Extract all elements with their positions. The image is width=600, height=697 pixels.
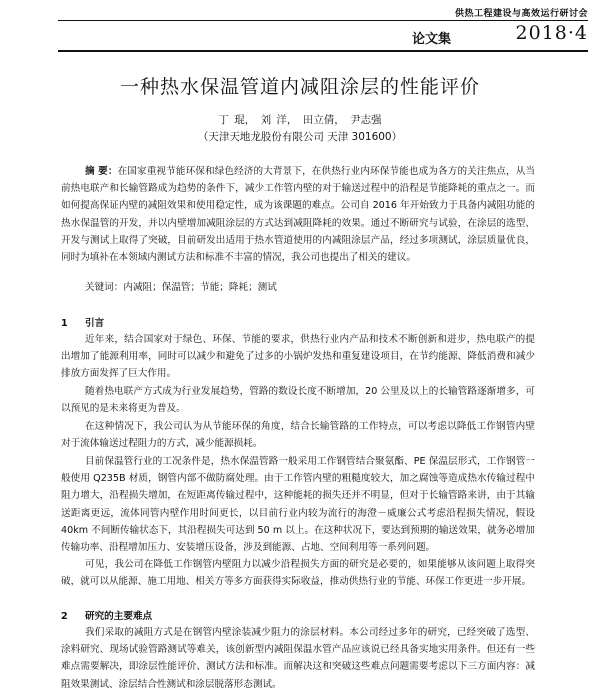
affiliation: （天津天地龙股份有限公司 天津 301600） <box>197 131 403 143</box>
section-heading: 1 引言 <box>61 318 105 329</box>
paragraph: 目前保温管行业的工况条件是，热水保温管路一般采用工作钢管结合聚氨酯、PE 保温层形式，工作钢管一般使用 Q235B 材质，钢管内部不做防腐处理。由于工作管内壁的粗糙度较大，加之腐蚀等造成热水传输过程中阻力增大，沿程损失增加，在短距离传输过程中，这种能耗的损失还并不明显，但对于长输管路来讲，由于其输送距离更远，流体同管内壁作用时间更长，以目前行业内较为流行的海澄－威廉公式考虑沿程损失情况，假设 40km 不间断传输状态下，其沿程损失可达到 50 m 以上。在这种状况下，要达到预期的输送效果，就务必增加传输功率、沿程增加压力、安装增压设备，涉及到能源、占地、空间利用等一系列问题。 <box>61 456 535 554</box>
abstract-label: 摘 要： <box>85 166 118 177</box>
keywords: 关键词：内减阻；保温管；节能；降耗；测试 <box>85 282 277 293</box>
paragraph: 在这种情况下，我公司认为从节能环保的角度，结合长输管路的工作特点，可以考虑以降低工作钢管内壁对于流体输送过程阻力的方式，减少能源损耗。 <box>61 421 535 450</box>
header-rule-thick <box>58 50 588 52</box>
authors: 丁 琨， 刘 洋， 田立倩， 尹志强 <box>218 114 382 126</box>
issue-number: 2018·4 <box>515 22 588 44</box>
paragraph: 近年来，结合国家对于绿色、环保、节能的要求，供热行业内产品和技术不断创新和进步，热电联产的提出增加了能源利用率，同时可以减少和避免了过多的小锅炉发热和重复建设项目，在节约能源、降低消费和减少排放方面发挥了巨大作用。 <box>61 334 535 380</box>
section-heading: 2 研究的主要难点 <box>61 611 153 622</box>
header-rule <box>58 20 588 21</box>
paragraph: 我们采取的减阻方式是在钢管内壁涂装减少阻力的涂层材料。本公司经过多年的研究，已经突破了选型、涂料研究、现场试验管路测试等难关，该创新型内减阻保温水管产品应该说已经具备实地实用条件。但还有一些难点需要解决，即涂层性能评价、测试方法和标准。而解决这和突破这些难点问题需要考虑以下三方面内容：减阻效果测试、涂层结合性测试和涂层脱落形态测试。 <box>61 627 535 690</box>
section-label: 论文集 <box>412 32 452 47</box>
paper-title: 一种热水保温管道内减阻涂层的性能评价 <box>119 76 480 98</box>
abstract-text: 在国家重视节能环保和绿色经济的大背景下，在供热行业内环保节能也成为各方的关注焦点，从当前热电联产和长输管路成为趋势的条件下，减少工作管内壁的对于输送过程中的沿程是节能降耗的重点之一。而如何提高保证内壁的减阻效果和使用稳定性，成为该课题的难点。公司自 2016 年开始致力于具备内减阻功能的热水保温管的开发，并以内壁增加减阻涂层的方式达到减阻降耗的效果。通过不断研究与试验，在涂层的选型、开发与测试上取得了突破，目前研发出适用于热水管道使用的内减阻涂层产品，经过多项测试，涂层质量优良，同时为填补在本领域内测试方法和标准不丰富的情况，我公司也提出了相关的建议。 <box>61 166 536 264</box>
abstract <box>61 163 535 266</box>
paragraph: 随着热电联产方式成为行业发展趋势，管路的数设长度不断增加，20 公里及以上的长输管路逐渐增多，可以预见的是未来将更为普及。 <box>61 386 535 415</box>
journal-header: 供热工程建设与高效运行研讨会 <box>454 9 588 19</box>
paragraph: 可见，我公司在降低工作钢管内壁阻力以减少沿程损失方面的研究是必要的，如果能够从该问题上取得突破，就可以从能源、施工用地、相关方等多方面获得实际收益，推动供热行业的节能、环保工作更进一步开展。 <box>61 559 535 588</box>
